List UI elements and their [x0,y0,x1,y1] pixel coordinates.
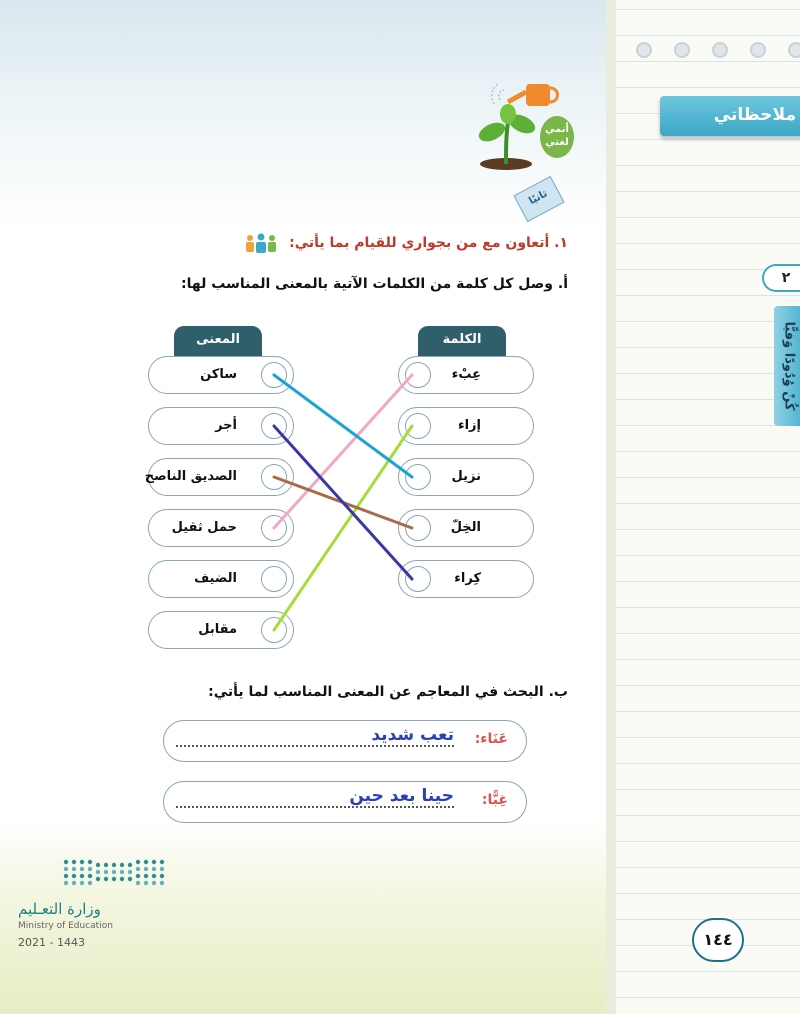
meaning-item[interactable] [144,458,294,496]
word-item[interactable] [398,458,534,496]
connection-line [274,375,412,528]
connection-line [274,426,412,579]
notes-title: ملاحظاتي [660,96,800,136]
meaning-connector-circle[interactable] [261,413,287,439]
dotted-answer-line [176,806,454,808]
question-number: ١. [554,235,568,251]
ministry-year: 2021 - 1443 [18,936,85,949]
meaning-connector-circle[interactable] [261,362,287,388]
handwritten-answer[interactable]: حينا بعد حين [349,786,454,806]
ministry-name-english: Ministry of Education [18,921,113,931]
answer-word: عَنَاء: [474,731,508,747]
meaning-label: مقابل [198,622,237,637]
meaning-item[interactable] [148,611,294,649]
answer-row[interactable] [163,720,527,762]
binder-hole [788,42,800,58]
meaning-item[interactable] [148,560,294,598]
word-item[interactable] [398,407,534,445]
unit-title-text: كُنْ وُدُودًا وَفيًّا [781,321,797,411]
word-connector-circle[interactable] [405,362,431,388]
team-icon [244,232,278,254]
answer-row[interactable] [163,781,527,823]
word-label: عِبْء [451,367,481,382]
word-column-header: الكلمة [418,326,506,356]
word-label: نزيل [451,469,481,484]
word-label: الخِلّ [450,520,481,535]
meaning-connector-circle[interactable] [261,566,287,592]
binder-hole [750,42,766,58]
meaning-label: حمل ثقيل [171,520,237,535]
connection-line [274,375,412,477]
dotted-answer-line [176,745,454,747]
word-item[interactable] [398,356,534,394]
word-connector-circle[interactable] [405,464,431,490]
word-label: كِراء [454,571,481,586]
meaning-label: الضيف [194,571,237,586]
unit-title-tab [774,306,800,426]
growth-badge: أنمي لغتي [540,116,574,158]
question-text: أتعاون مع من بجواري للقيام بما يأتي: [289,235,550,251]
meaning-label: ساكن [200,367,237,382]
page-number: ١٤٤ [692,918,744,962]
word-connector-circle[interactable] [405,515,431,541]
word-item[interactable] [398,560,534,598]
second-section-tag: ثانيًا [513,176,564,222]
meaning-label: أجر [215,418,237,433]
meaning-column-header: المعنى [174,326,262,356]
ministry-name-arabic: وزارة التعـليم [18,900,101,918]
binder-hole [674,42,690,58]
word-item[interactable] [398,509,534,547]
meaning-label: الصديق الناصح [144,469,237,484]
connection-line [274,477,412,528]
part-b-prompt: ب. البحث في المعاجم عن المعنى المناسب لما يأتي: [208,684,568,700]
question-1-heading [244,232,568,254]
meaning-connector-circle[interactable] [261,515,287,541]
meaning-connector-circle[interactable] [261,617,287,643]
binder-hole [712,42,728,58]
meaning-connector-circle[interactable] [261,464,287,490]
word-connector-circle[interactable] [405,413,431,439]
word-label: إزاء [457,418,481,433]
meaning-item[interactable] [148,509,294,547]
meaning-item[interactable] [148,407,294,445]
meaning-item[interactable] [148,356,294,394]
part-a-prompt: أ. وصل كل كلمة من الكلمات الآتية بالمعنى المناسب لها: [181,276,568,292]
connection-line [274,426,412,630]
unit-number-badge: ٢ [762,264,800,292]
binder-hole [636,42,652,58]
answer-word: غِبًّا: [481,792,508,808]
handwritten-answer[interactable]: تعب شديد [371,725,454,745]
ministry-logo-icon [62,858,166,890]
word-connector-circle[interactable] [405,566,431,592]
notes-panel [606,0,800,1014]
